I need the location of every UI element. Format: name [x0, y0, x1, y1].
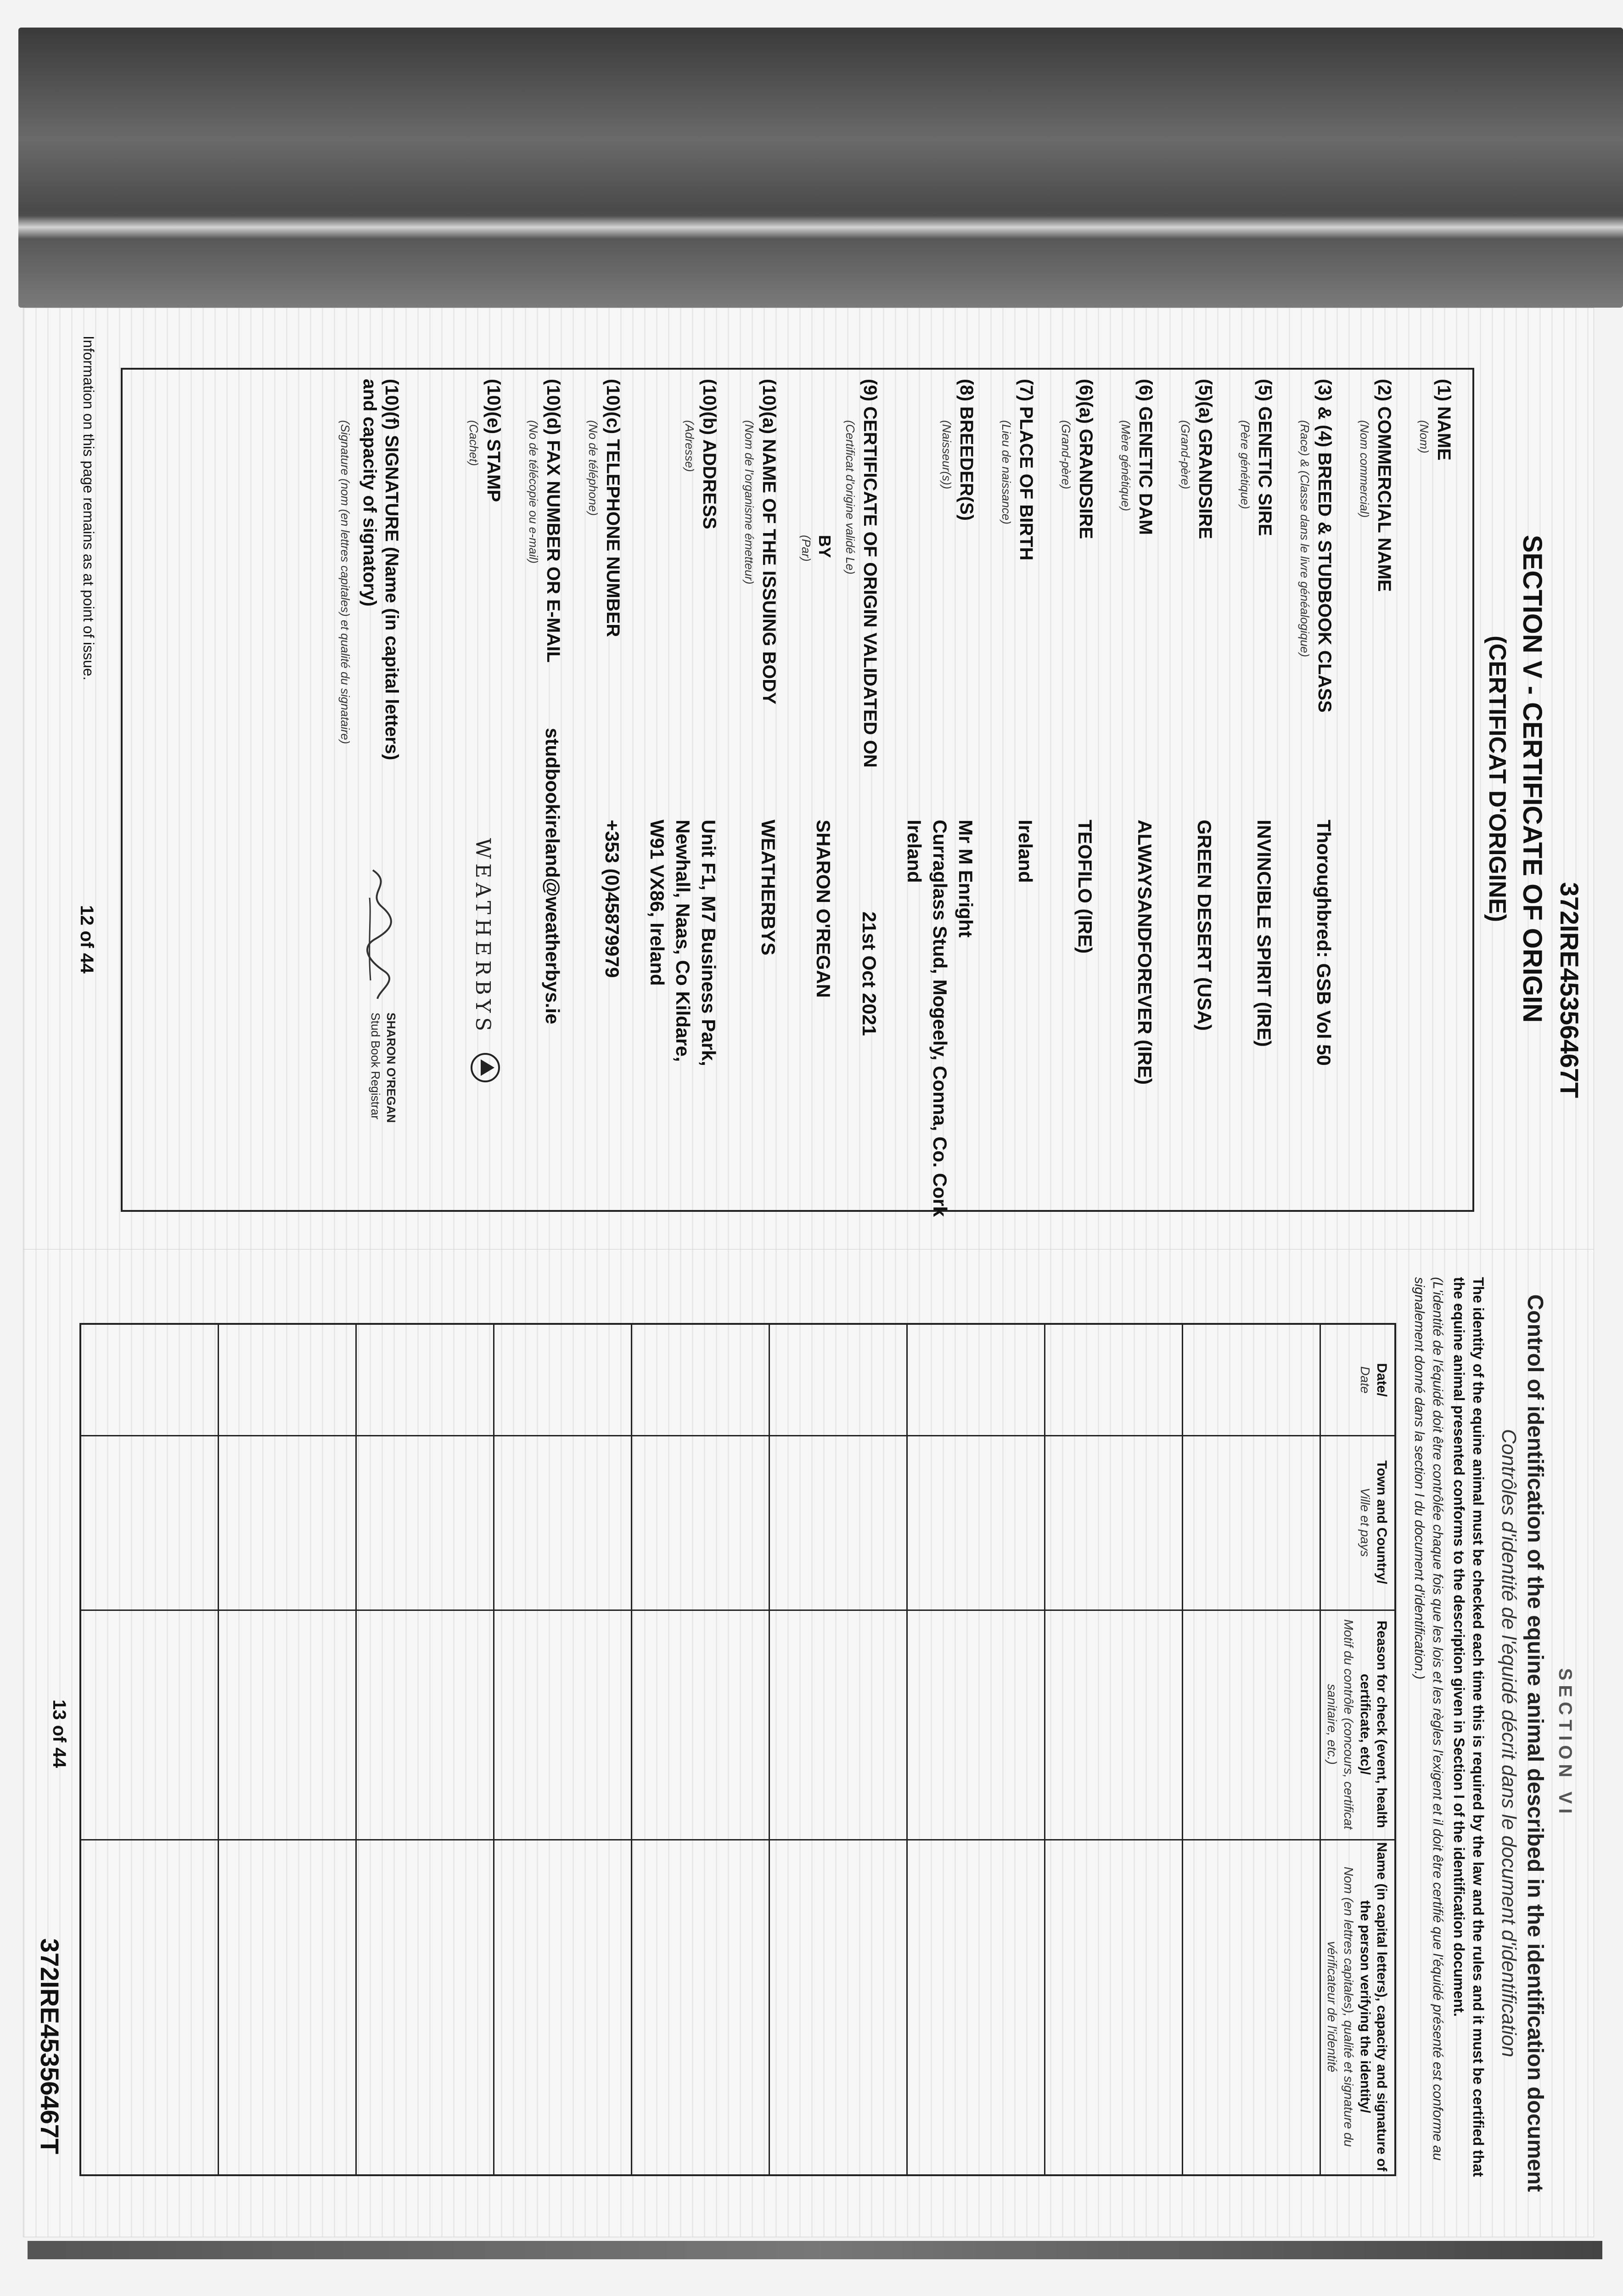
instructions-text-french: (L'identité de l'équidé doit être contrôlée chaque fois que les lois et les règles l'exigent et il doit être certifié que l'équidé présenté est conforme au signalement donné dans la section I du document d'identification.)	[1412, 1277, 1445, 2161]
section-vi-content	[23, 1249, 1594, 2237]
crest-icon	[467, 1049, 504, 1086]
col-header-verifier	[1324, 1839, 1390, 2174]
field-label: (10)(b) ADDRESS	[699, 379, 719, 529]
table-row-divider	[1320, 1325, 1321, 2174]
table-row-divider	[493, 1325, 494, 2174]
page-crease	[18, 216, 1623, 239]
field-label: (6) GENETIC DAM	[1135, 379, 1156, 535]
table-row-divider	[769, 1325, 770, 2174]
field-sublabel: (No de télécopie ou e-mail)	[527, 420, 540, 564]
field-value: Unit F1, M7 Business Park,	[698, 820, 719, 1066]
table-row-divider	[218, 1325, 219, 2174]
field-value: +353 (0)45879979	[601, 820, 623, 978]
col-header-label-french: Motif du contrôle (concours, certificat sanitaire, etc.)	[1325, 1619, 1356, 1829]
by-label: BY	[815, 535, 834, 558]
table-row-divider	[355, 1325, 357, 2174]
weatherbys-stamp-logo: WEATHERBYS	[471, 838, 494, 1036]
field-sublabel: (No de téléphone)	[586, 420, 600, 516]
field-value: Thoroughbred: GSB Vol 50	[1313, 820, 1335, 1066]
field-label: (10)(c) TELEPHONE NUMBER	[603, 379, 623, 637]
signatory-role: Stud Book Registrar	[369, 1013, 382, 1120]
field-sublabel: (Grand-père)	[1179, 420, 1192, 490]
table-column-divider	[81, 1435, 1394, 1436]
section-vi-reference-number: 372IRE45356467T	[35, 1938, 64, 2155]
section-vi-heading: Control of identification of the equine animal described in the identification document	[1523, 1294, 1547, 2192]
section-v-sheet	[23, 308, 1594, 1250]
field-value: 21st Oct 2021	[859, 912, 880, 1036]
section-vi-title: SECTION VI	[1555, 1668, 1575, 1818]
field-breed-studbook	[1280, 379, 1335, 1205]
col-header-label-french: Date	[1358, 1366, 1372, 1394]
section-v-subtitle: (CERTIFICAT D'ORIGINE)	[1484, 636, 1511, 922]
col-header-label: Town and Country/	[1374, 1460, 1389, 1584]
signatory-name: SHARON O'REGAN	[384, 1013, 398, 1123]
field-dam-grandsire	[1041, 379, 1096, 1205]
field-value: INVINCIBLE SPIRIT (IRE)	[1253, 820, 1275, 1047]
field-sublabel: (Race) & (Classe dans le livre généalogique)	[1298, 420, 1312, 657]
field-value: GREEN DESERT (USA)	[1194, 820, 1215, 1031]
field-label: (5) GENETIC SIRE	[1255, 379, 1275, 536]
field-certificate-validated	[788, 379, 880, 1205]
field-issuing-body	[724, 379, 779, 1205]
field-sublabel: (Grand-père)	[1059, 420, 1073, 490]
col-header-label-french: Nom (en lettres capitales), qualité et signature du vérificateur de l'identité	[1325, 1866, 1356, 2147]
field-commercial-name	[1339, 379, 1394, 1205]
section-v-content	[23, 308, 1594, 1249]
field-value: Ireland	[1015, 820, 1036, 883]
section-v-title: SECTION V - CERTIFICATE OF ORIGIN	[1517, 535, 1547, 1023]
field-value: TEOFILO (IRE)	[1074, 820, 1096, 954]
field-label: (10)(f) SIGNATURE (Name (in capital letters) and capacity of signatory)	[359, 379, 402, 760]
field-value-line2: Curraglass Stud, Mogeely, Conna, Co. Cork	[929, 820, 951, 1217]
field-stamp	[412, 379, 504, 1205]
field-genetic-dam	[1101, 379, 1156, 1205]
field-value: Mr M Enright	[955, 820, 977, 938]
field-sublabel: (Père génétique)	[1238, 420, 1252, 509]
handwritten-signature	[361, 866, 398, 1003]
scanner-bottom-edge	[28, 2241, 1602, 2259]
field-breeders	[889, 379, 977, 1217]
field-label: (9) CERTIFICATE OF ORIGIN VALIDATED ON	[860, 379, 880, 768]
table-row-divider	[1182, 1325, 1183, 2174]
field-label: (2) COMMERCIAL NAME	[1374, 379, 1394, 592]
field-sublabel: (Lieu de naissance)	[1000, 420, 1013, 524]
field-label: (10)(d) FAX NUMBER OR E-MAIL	[543, 379, 563, 663]
field-label: (5)(a) GRANDSIRE	[1195, 379, 1215, 539]
page-number: 13 of 44	[49, 1699, 69, 1768]
section-vi-heading-french: Contrôles d'identité de l'équidé décrit dans le document d'identification	[1498, 1429, 1520, 2058]
field-fax-email	[508, 379, 563, 1205]
field-value-line3: Ireland	[904, 820, 925, 883]
col-header-label: Reason for check (event, health certificate, etc)/	[1358, 1621, 1389, 1828]
field-sublabel: (Mère génétique)	[1119, 420, 1133, 511]
field-value: studbookireland@weatherbys.ie	[542, 728, 563, 1024]
col-header-label: Date/	[1374, 1363, 1389, 1397]
by-value: SHARON O'REGAN	[813, 820, 834, 998]
field-sublabel: (Nom)	[1417, 420, 1431, 454]
col-header-reason	[1324, 1609, 1390, 1839]
col-header-label: Name (in capital letters), capacity and signature of the person verifying the identity/	[1358, 1842, 1389, 2172]
identity-control-table	[79, 1323, 1396, 2176]
field-sublabel: (Signature (nom (en lettres capitales) et qualité du signataire)	[338, 420, 352, 744]
section-v-reference-number: 372IRE45356467T	[1555, 882, 1584, 1098]
field-sublabel: (Adresse)	[683, 420, 696, 472]
info-note: Information on this page remains as at point of issue.	[80, 336, 97, 681]
field-value-line2: Newhall, Naas, Co Kildare,	[672, 820, 694, 1062]
field-label: (6)(a) GRANDSIRE	[1076, 379, 1096, 539]
field-sublabel: (Cachet)	[467, 420, 481, 466]
table-row-divider	[631, 1325, 632, 2174]
scanner-shadow-band	[18, 28, 1623, 308]
page-number: 12 of 44	[77, 905, 97, 974]
field-sublabel: (Certificat d'origine validé Le)	[843, 420, 857, 574]
field-sire-grandsire	[1160, 379, 1215, 1205]
field-genetic-sire	[1220, 379, 1275, 1205]
field-label: (1) NAME	[1434, 379, 1454, 461]
col-header-label-french: Ville et pays	[1358, 1487, 1372, 1557]
field-label: (10)(e) STAMP	[483, 379, 504, 502]
field-value-line3: W91 VX86, Ireland	[646, 820, 668, 986]
col-header-town-country	[1357, 1435, 1390, 1609]
section-vi-sheet	[23, 1249, 1594, 2237]
table-column-divider	[81, 1839, 1394, 1840]
table-row-divider	[1044, 1325, 1045, 2174]
table-row-divider	[906, 1325, 908, 2174]
certificate-of-origin-box	[121, 368, 1474, 1217]
field-label: (7) PLACE OF BIRTH	[1016, 379, 1036, 561]
field-label: (10)(a) NAME OF THE ISSUING BODY	[759, 379, 779, 704]
field-value: WEATHERBYS	[758, 820, 779, 956]
field-label: (8) BREEDER(S)	[956, 379, 977, 521]
field-sublabel: (Naisseur(s))	[940, 420, 954, 490]
field-sublabel: (Nom de l'organisme émetteur)	[742, 420, 756, 585]
field-address	[632, 379, 719, 1205]
field-name	[1399, 379, 1454, 1205]
field-telephone	[568, 379, 623, 1205]
table-column-divider	[81, 1609, 1394, 1611]
by-sublabel: (Par)	[799, 535, 813, 562]
field-label: (3) & (4) BREED & STUDBOOK CLASS	[1314, 379, 1335, 713]
field-signature	[311, 379, 403, 1205]
field-sublabel: (Nom commercial)	[1358, 420, 1371, 518]
instructions-text: The identity of the equine animal must be checked each time this is required by the law and the rules and it must be certified that the equine animal presented conforms to the description given in Section I of the identification document.	[1451, 1277, 1487, 2177]
field-place-of-birth	[981, 379, 1036, 1205]
col-header-date	[1357, 1325, 1390, 1435]
field-value: ALWAYSANDFOREVER (IRE)	[1134, 820, 1156, 1085]
